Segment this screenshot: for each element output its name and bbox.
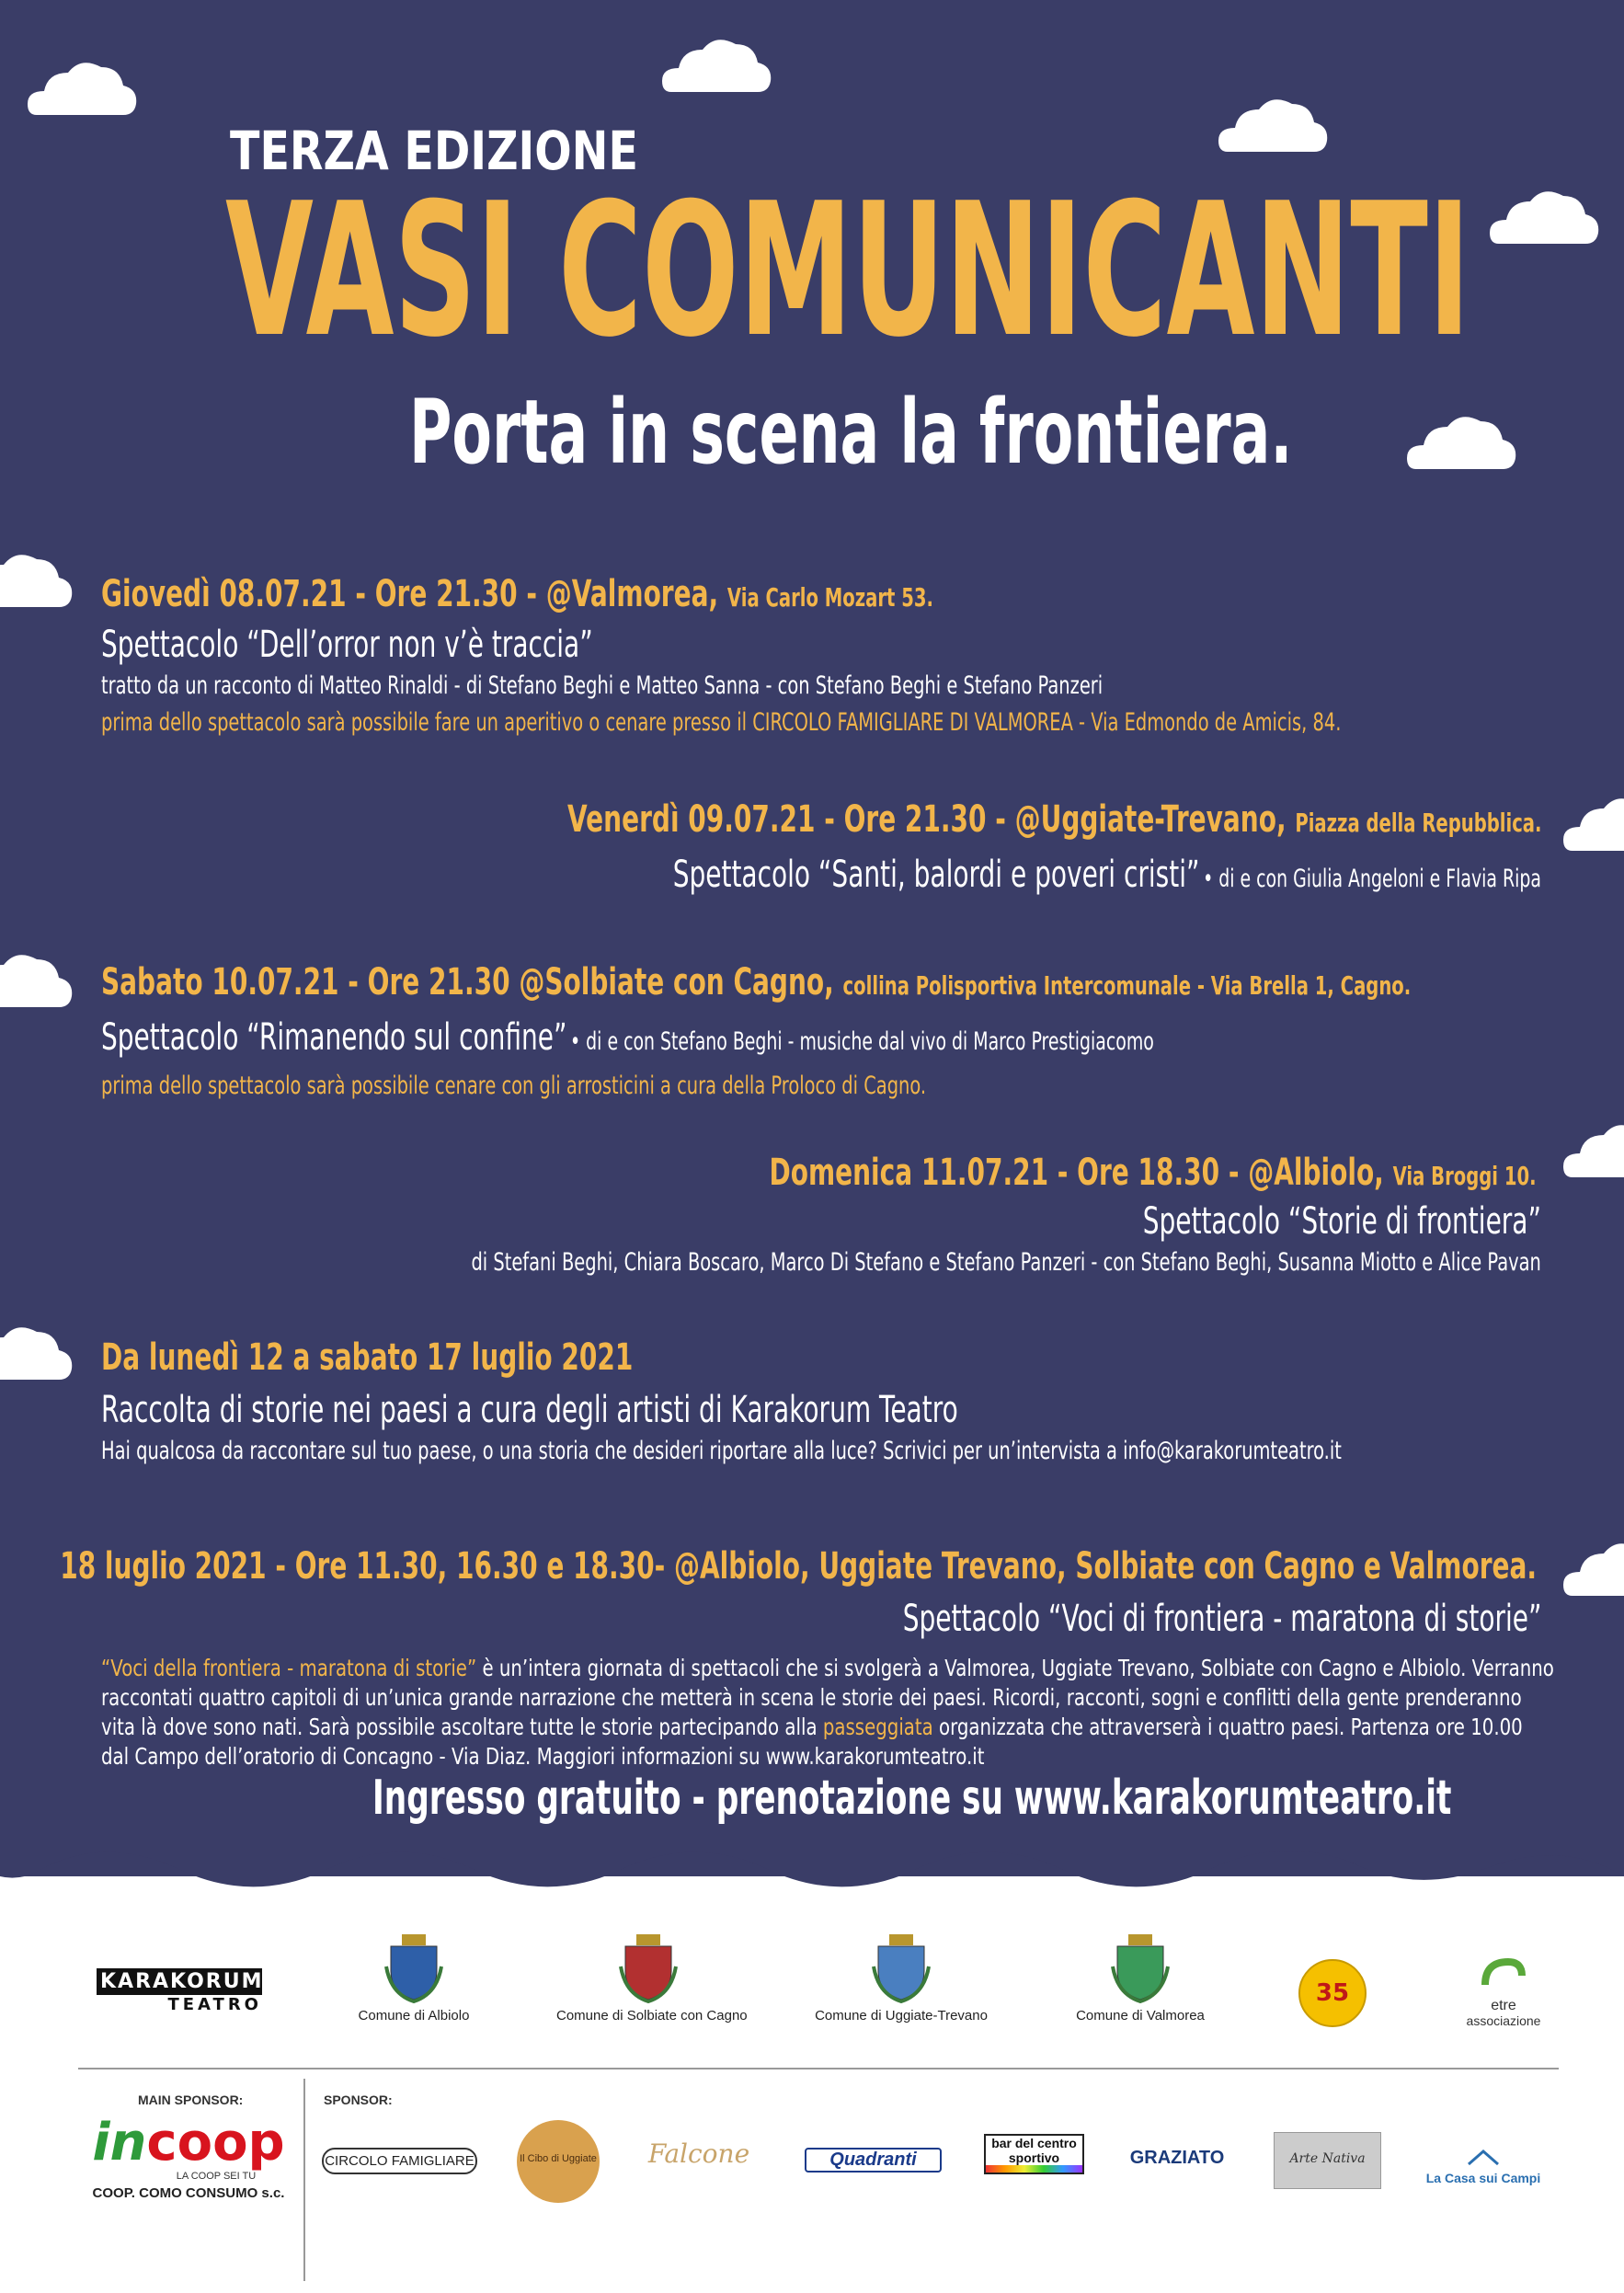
sponsor-quadranti: Quadranti: [805, 2148, 942, 2173]
coat-of-arms-icon: [869, 1930, 933, 2003]
event-1-show: Spettacolo “Dell’orror non v’è traccia”: [101, 624, 593, 666]
event-3-show-line: [101, 1016, 1154, 1059]
cloud-icon: [1490, 179, 1600, 253]
comune-albiolo-logo: [349, 1930, 478, 2024]
sponsor-graziato: GRAZIATO: [1129, 2148, 1225, 2168]
sponsor-falcone: Falcone: [647, 2138, 750, 2169]
event-6-description: [101, 1654, 1554, 1771]
edition-label: TERZA EDIZIONE: [230, 120, 638, 182]
event-date: Sabato 10.07.21 - Ore 21.30 @Solbiate con Cagno,: [101, 961, 834, 1003]
rainbow-stripe: [986, 2165, 1082, 2173]
event-show: Spettacolo “Santi, balordi e poveri cristi”: [672, 854, 1200, 896]
event-date: Domenica 11.07.21 - Ore 18.30 - @Albiolo,: [769, 1152, 1385, 1194]
divider: [78, 2068, 1559, 2069]
comune-valmorea-caption: Comune di Valmorea: [1076, 2008, 1205, 2024]
comune-uggiate-caption: Comune di Uggiate-Trevano: [815, 2008, 988, 2024]
description-highlight: passeggiata: [822, 1714, 933, 1740]
sponsor-bar: bar del centro sportivo: [984, 2134, 1084, 2174]
etre-name: etre: [1491, 1998, 1516, 2013]
description-text-end: organizzata che attraverserà i quattro paesi. Partenza ore 10.00 dal Campo dell’oratorio di Concagno - Via Diaz. Maggiori informazioni su www.karakorumteatro.it: [101, 1714, 1523, 1770]
cloud-icon: [28, 51, 138, 124]
comune-solbiate-logo: [556, 1930, 748, 2024]
coop-word: coop: [146, 2113, 285, 2173]
coat-of-arms-icon: [382, 1930, 446, 2003]
event-date: Venerdì 09.07.21 - Ore 21.30 - @Uggiate-Trevano,: [566, 798, 1287, 841]
event-5-date: Da lunedì 12 a sabato 17 luglio 2021: [101, 1336, 634, 1379]
etre-mark-icon: [1481, 1957, 1527, 1994]
coat-of-arms-icon: [616, 1930, 680, 2003]
coop-logo: [87, 2115, 290, 2201]
event-2-date: [567, 798, 1541, 841]
event-date: Giovedì 08.07.21 - Ore 21.30 - @Valmorea,: [101, 573, 719, 615]
karakorum-logo-top: KARAKORUM: [97, 1968, 262, 1995]
page-title: VASI COMUNICANTI: [225, 164, 1471, 378]
vertical-divider: [303, 2079, 305, 2281]
event-3-note: prima dello spettacolo sarà possibile cenare con gli arrosticini a cura della Proloco di Cagno.: [101, 1072, 927, 1100]
event-1-note: prima dello spettacolo sarà possibile fare un aperitivo o cenare presso il CIRCOLO FAMIGLIARE DI VALMOREA - Via Edmondo de Amicis, 84.: [101, 708, 1342, 737]
badge-35-logo: [1298, 1959, 1367, 2027]
event-5-show: Raccolta di storie nei paesi a cura degli artisti di Karakorum Teatro: [101, 1389, 958, 1431]
coop-name: COOP. COMO CONSUMO s.c.: [92, 2185, 285, 2201]
house-icon: [1465, 2148, 1502, 2166]
event-6-date: 18 luglio 2021 - Ore 11.30, 16.30 e 18.30- @Albiolo, Uggiate Trevano, Solbiate con Cagno e Valmorea.: [60, 1545, 1537, 1588]
sponsor-label: SPONSOR:: [324, 2092, 393, 2107]
comune-albiolo-caption: Comune di Albiolo: [358, 2008, 470, 2024]
event-address: collina Polisportiva Intercomunale - Via Brella 1, Cagno.: [842, 970, 1412, 1001]
event-credits: • di e con Giulia Angeloni e Flavia Ripa: [1203, 865, 1541, 893]
event-6-show: Spettacolo “Voci di frontiera - maratona di storie”: [902, 1598, 1541, 1640]
sponsor-arte-nativa: Arte Nativa: [1274, 2132, 1381, 2189]
cloud-icon: [0, 943, 74, 1016]
event-1-credits: tratto da un racconto di Matteo Rinaldi - di Stefano Beghi e Matteo Sanna - con Stefano Beghi e Stefano Panzeri: [101, 671, 1104, 700]
cloud-icon: [0, 543, 74, 616]
karakorum-logo: [97, 1968, 262, 2014]
comune-valmorea-logo: [1067, 1930, 1214, 2024]
event-2-show-line: [673, 854, 1541, 896]
cloud-icon: [1407, 405, 1517, 478]
sponsor-casa-campi: La Casa sui Campi: [1424, 2148, 1543, 2185]
etre-logo: [1453, 1957, 1554, 2028]
main-sponsor-label: MAIN SPONSOR:: [138, 2092, 244, 2107]
page-subtitle: Porta in scena la frontiera.: [409, 381, 1293, 484]
event-address: Piazza della Repubblica.: [1294, 808, 1541, 838]
event-address: Via Broggi 10.: [1393, 1161, 1537, 1191]
sponsor-cibo: Il Cibo di Uggiate: [517, 2120, 600, 2203]
event-3-date: [101, 961, 1411, 1003]
event-credits: • di e con Stefano Beghi - musiche dal vivo di Marco Prestigiacomo: [570, 1027, 1154, 1056]
booking-cta: Ingresso gratuito - prenotazione su www.karakorumteatro.it: [372, 1771, 1452, 1826]
etre-sub: associazione: [1466, 2013, 1541, 2028]
cloud-icon: [1218, 87, 1329, 161]
event-5-credits: Hai qualcosa da raccontare sul tuo paese, o una storia che desideri riportare alla luce? Scrivici per un’intervista a info@karakorumteatro.it: [101, 1437, 1342, 1465]
cloud-icon: [662, 28, 772, 101]
event-show: Spettacolo “Rimanendo sul confine”: [101, 1016, 567, 1059]
cloud-icon: [0, 1315, 74, 1389]
description-text: è un’intera giornata di spettacoli che si svolgerà a Valmorea, Uggiate Trevano, Solbiate con Cagno e Albiolo. Verranno raccontati quattro capitoli di un’unica grande narrazione che metterà in scena le storie dei paesi. Ricordi, racconti, sogni e conflitti della gente prenderanno vita là dove sono nati. Sarà possibile ascoltare tutte le storie partecipando alla: [101, 1655, 1554, 1740]
event-1-date: [101, 573, 933, 615]
coop-in: in: [92, 2113, 147, 2173]
karakorum-logo-bottom: TEATRO: [167, 1995, 262, 2014]
comune-uggiate-logo: [809, 1930, 993, 2024]
cloud-icon: [1563, 1113, 1624, 1187]
coat-of-arms-icon: [1108, 1930, 1172, 2003]
sponsor-circolo: CIRCOLO FAMIGLIARE: [322, 2148, 477, 2174]
event-4-show: Spettacolo “Storie di frontiera”: [1142, 1200, 1541, 1243]
description-lead: “Voci della frontiera - maratona di storie”: [101, 1655, 477, 1681]
event-4-date: [770, 1152, 1537, 1194]
coop-tagline: LA COOP SEI TU: [176, 2171, 257, 2182]
comune-solbiate-caption: Comune di Solbiate con Cagno: [556, 2008, 748, 2024]
event-address: Via Carlo Mozart 53.: [726, 582, 933, 613]
cloud-icon: [1563, 786, 1624, 860]
badge-35-number: 35: [1315, 1979, 1350, 2007]
cloud-icon: [1563, 1531, 1624, 1605]
event-4-credits: di Stefani Beghi, Chiara Boscaro, Marco Di Stefano e Stefano Panzeri - con Stefano Beghi, Susanna Miotto e Alice Pavan: [471, 1248, 1541, 1277]
